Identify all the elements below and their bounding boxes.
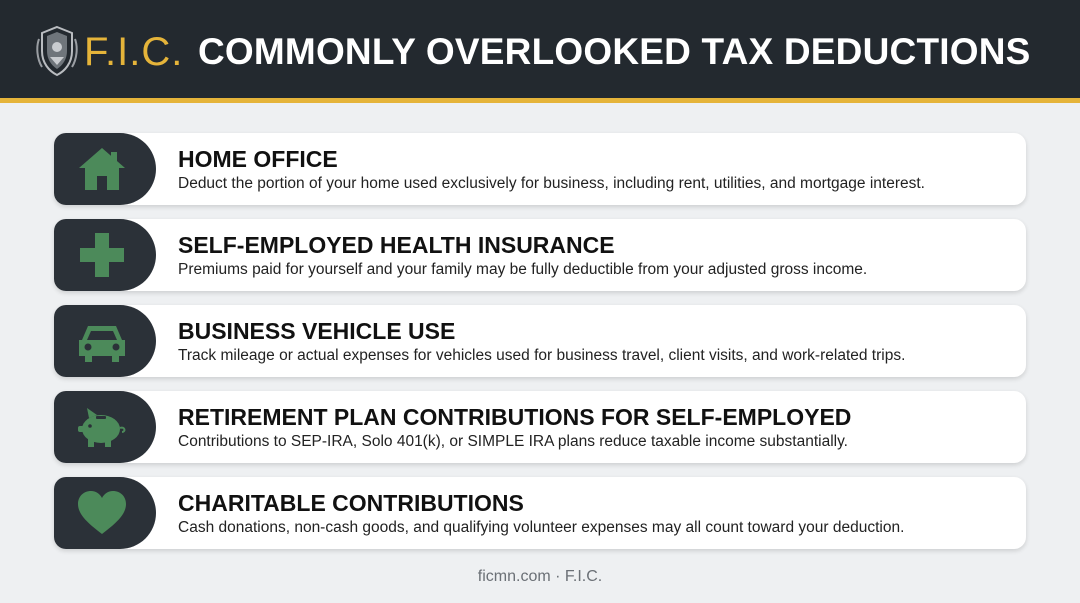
deduction-title: BUSINESS VEHICLE USE [178, 318, 456, 344]
logo-text: F.I.C. [84, 30, 184, 74]
car-icon [75, 316, 129, 366]
header-bar [0, 0, 1080, 103]
medical-cross-icon [75, 230, 129, 280]
deduction-title: CHARITABLE CONTRIBUTIONS [178, 490, 524, 516]
footer-text: ficmn.com · F.I.C. [477, 568, 603, 585]
deduction-card-vehicle [54, 305, 1026, 377]
heart-icon [75, 488, 129, 538]
crest-icon [36, 25, 78, 77]
deductions-list [54, 133, 1026, 563]
deduction-card-health-insurance [54, 219, 1026, 291]
deduction-title: HOME OFFICE [178, 146, 338, 172]
icon-tab [54, 305, 156, 377]
piggy-bank-icon [75, 402, 129, 452]
icon-tab [54, 219, 156, 291]
deduction-title: RETIREMENT PLAN CONTRIBUTIONS FOR SELF-EMPLOYED [178, 404, 852, 430]
page-title: COMMONLY OVERLOOKED TAX DEDUCTIONS [198, 31, 1031, 72]
deduction-description: Deduct the portion of your home used exclusively for business, including rent, utilities, and mortgage interest. [178, 175, 925, 192]
icon-tab [54, 391, 156, 463]
deduction-card-charitable [54, 477, 1026, 549]
deduction-card-retirement [54, 391, 1026, 463]
deduction-description: Track mileage or actual expenses for vehicles used for business travel, client visits, and work-related trips. [178, 347, 906, 364]
deduction-description: Cash donations, non-cash goods, and qualifying volunteer expenses may all count toward your deduction. [178, 519, 905, 536]
icon-tab [54, 133, 156, 205]
house-icon [75, 144, 129, 194]
icon-tab [54, 477, 156, 549]
deduction-description: Premiums paid for yourself and your family may be fully deductible from your adjusted gross income. [178, 261, 868, 278]
deduction-title: SELF-EMPLOYED HEALTH INSURANCE [178, 232, 615, 258]
deduction-card-home-office [54, 133, 1026, 205]
deduction-description: Contributions to SEP-IRA, Solo 401(k), or SIMPLE IRA plans reduce taxable income substantially. [178, 433, 848, 450]
